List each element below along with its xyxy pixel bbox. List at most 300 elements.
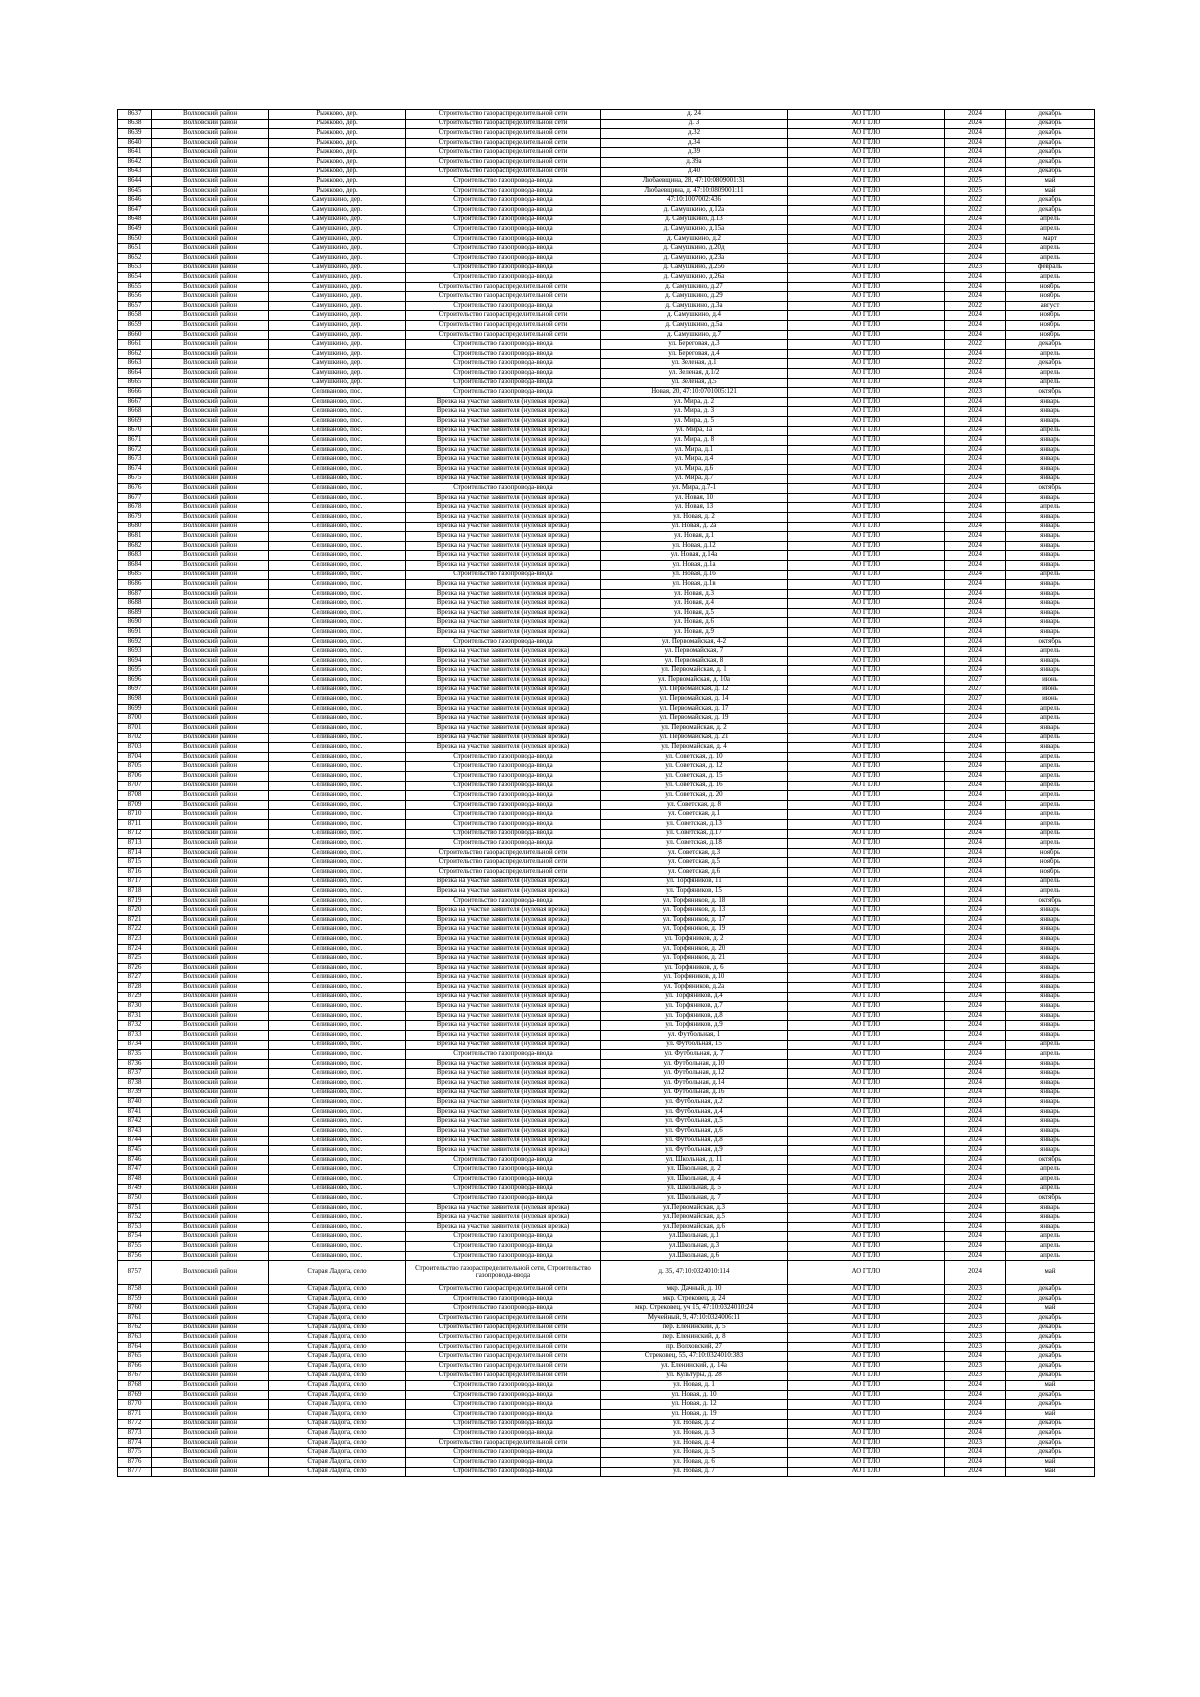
settlement-cell: Селиваново, пос. [269,551,406,561]
settlement-cell: Селиваново, пос. [269,1098,406,1108]
table-row [118,1184,1095,1194]
contractor-cell: АО ГТЛО [788,618,945,628]
month-cell: декабрь [1006,205,1095,215]
year-cell: 2024 [945,532,1006,542]
year-cell: 2024 [945,1448,1006,1458]
contractor-cell: АО ГТЛО [788,1088,945,1098]
address-cell: ул. Зеленая, д.5 [601,378,788,388]
row-number-cell: 8673 [118,455,152,465]
table-row [118,618,1095,628]
row-number-cell: 8679 [118,512,152,522]
work-type-cell: Строительство газопровода-ввода [406,1232,601,1242]
settlement-cell: Селиваново, пос. [269,944,406,954]
address-cell: ул. Мира, д.4 [601,455,788,465]
row-number-cell: 8667 [118,397,152,407]
contractor-cell: АО ГТЛО [788,397,945,407]
address-cell: ул. Советская, д. 10 [601,752,788,762]
contractor-cell: АО ГТЛО [788,551,945,561]
work-type-cell: Строительство газопровода-ввода [406,1304,601,1314]
table-row [118,349,1095,359]
address-cell: д.34 [601,138,788,148]
district-cell: Волховский район [152,848,269,858]
work-type-cell: Строительство газопровода-ввода [406,810,601,820]
contractor-cell: АО ГТЛО [788,1146,945,1156]
month-cell: январь [1006,1002,1095,1012]
work-type-cell: Строительство газопровода-ввода [406,1155,601,1165]
address-cell: ул. Советская, д.18 [601,839,788,849]
district-cell: Волховский район [152,215,269,225]
table-row [118,512,1095,522]
settlement-cell: Селиваново, пос. [269,1146,406,1156]
month-cell: январь [1006,580,1095,590]
month-cell: январь [1006,560,1095,570]
month-cell: декабрь [1006,138,1095,148]
year-cell: 2024 [945,771,1006,781]
table-row [118,656,1095,666]
month-cell: ноябрь [1006,858,1095,868]
table-row [118,637,1095,647]
year-cell: 2024 [945,839,1006,849]
address-cell: ул. Школьная, д. 7 [601,1194,788,1204]
table-row [118,1174,1095,1184]
table-row [118,1232,1095,1242]
work-type-cell: Строительство газопровода-ввода [406,369,601,379]
address-cell: ул. Советская, д. 16 [601,781,788,791]
year-cell: 2023 [945,234,1006,244]
table-row [118,1146,1095,1156]
work-type-cell: Строительство газопровода-ввода [406,1448,601,1458]
address-cell: ул. Береговая, д.4 [601,349,788,359]
settlement-cell: Селиваново, пос. [269,1242,406,1252]
row-number-cell: 8774 [118,1438,152,1448]
address-cell: ул. Советская, д.13 [601,819,788,829]
work-type-cell: Строительство газопровода-ввода [406,1294,601,1304]
table-row [118,493,1095,503]
work-type-cell: Строительство газораспределительной сети [406,1362,601,1372]
month-cell: июнь [1006,685,1095,695]
address-cell: ул. Торфяников, д.10 [601,973,788,983]
address-cell: мкр. Стрековец, д. 24 [601,1294,788,1304]
settlement-cell: Самушкино, дер. [269,282,406,292]
settlement-cell: Селиваново, пос. [269,867,406,877]
year-cell: 2024 [945,138,1006,148]
work-type-cell: Строительство газораспределительной сети [406,148,601,158]
row-number-cell: 8699 [118,704,152,714]
work-type-cell: Врезка на участке заявителя (нулевая врезка) [406,445,601,455]
year-cell: 2024 [945,1194,1006,1204]
table-row [118,1222,1095,1232]
row-number-cell: 8776 [118,1457,152,1467]
month-cell: январь [1006,925,1095,935]
address-cell: д. Самушкино, д.27 [601,282,788,292]
year-cell: 2024 [945,666,1006,676]
settlement-cell: Самушкино, дер. [269,273,406,283]
contractor-cell: АО ГТЛО [788,925,945,935]
district-cell: Волховский район [152,157,269,167]
address-cell: пр. Волховский, 27 [601,1342,788,1352]
work-type-cell: Строительство газопровода-ввода [406,1194,601,1204]
month-cell: ноябрь [1006,292,1095,302]
contractor-cell: АО ГТЛО [788,791,945,801]
settlement-cell: Селиваново, пос. [269,983,406,993]
month-cell: январь [1006,954,1095,964]
address-cell: д. Самушкино, д.26а [601,273,788,283]
table-row [118,752,1095,762]
work-type-cell: Врезка на участке заявителя (нулевая врезка) [406,733,601,743]
table-row [118,1409,1095,1419]
table-row [118,1400,1095,1410]
settlement-cell: Самушкино, дер. [269,234,406,244]
district-cell: Волховский район [152,1232,269,1242]
work-type-cell: Врезка на участке заявителя (нулевая врезка) [406,1021,601,1031]
settlement-cell: Старая Ладога, село [269,1294,406,1304]
work-type-cell: Врезка на участке заявителя (нулевая врезка) [406,1146,601,1156]
settlement-cell: Старая Ладога, село [269,1285,406,1295]
district-cell: Волховский район [152,464,269,474]
address-cell: ул. Мира, д. 8 [601,436,788,446]
work-type-cell: Строительство газораспределительной сети [406,110,601,120]
settlement-cell: Селиваново, пос. [269,1194,406,1204]
settlement-cell: Селиваново, пос. [269,512,406,522]
contractor-cell: АО ГТЛО [788,1194,945,1204]
work-type-cell: Врезка на участке заявителя (нулевая врезка) [406,656,601,666]
address-cell: д. Самушкино, д.20д [601,244,788,254]
settlement-cell: Рыжково, дер. [269,138,406,148]
settlement-cell: Рыжково, дер. [269,148,406,158]
settlement-cell: Селиваново, пос. [269,1002,406,1012]
work-type-cell: Врезка на участке заявителя (нулевая врезка) [406,983,601,993]
work-type-cell: Врезка на участке заявителя (нулевая врезка) [406,618,601,628]
address-cell: ул. Советская, д. 15 [601,771,788,781]
table-row [118,1098,1095,1108]
row-number-cell: 8768 [118,1381,152,1391]
district-cell: Волховский район [152,1155,269,1165]
address-cell: ул.Первомайская, д.3 [601,1203,788,1213]
contractor-cell: АО ГТЛО [788,743,945,753]
row-number-cell: 8760 [118,1304,152,1314]
district-cell: Волховский район [152,935,269,945]
work-type-cell: Строительство газопровода-ввода [406,359,601,369]
district-cell: Волховский район [152,925,269,935]
year-cell: 2024 [945,570,1006,580]
settlement-cell: Селиваново, пос. [269,608,406,618]
work-type-cell: Врезка на участке заявителя (нулевая врезка) [406,973,601,983]
settlement-cell: Самушкино, дер. [269,349,406,359]
contractor-cell: АО ГТЛО [788,1098,945,1108]
district-cell: Волховский район [152,1213,269,1223]
address-cell: д.39 [601,148,788,158]
address-cell: ул. Советская, д. 8 [601,800,788,810]
district-cell: Волховский район [152,234,269,244]
month-cell: апрель [1006,771,1095,781]
address-cell: ул. Новая, д.9 [601,628,788,638]
table-row [118,915,1095,925]
table-row [118,781,1095,791]
row-number-cell: 8685 [118,570,152,580]
contractor-cell: АО ГТЛО [788,1136,945,1146]
year-cell: 2023 [945,1285,1006,1295]
address-cell: ул. Футбольная, д.14 [601,1078,788,1088]
address-cell: ул. Мира, д.7 [601,474,788,484]
table-row [118,762,1095,772]
address-cell: ул. Новая, д.1а [601,560,788,570]
month-cell: апрель [1006,378,1095,388]
month-cell: декабрь [1006,1314,1095,1324]
month-cell: январь [1006,1059,1095,1069]
table-row [118,1069,1095,1079]
work-type-cell: Строительство газораспределительной сети [406,157,601,167]
district-cell: Волховский район [152,484,269,494]
district-cell: Волховский район [152,1107,269,1117]
table-row [118,110,1095,120]
year-cell: 2023 [945,1438,1006,1448]
year-cell: 2024 [945,1031,1006,1041]
work-type-cell: Врезка на участке заявителя (нулевая врезка) [406,915,601,925]
year-cell: 2024 [945,1059,1006,1069]
contractor-cell: АО ГТЛО [788,445,945,455]
settlement-cell: Самушкино, дер. [269,340,406,350]
contractor-cell: АО ГТЛО [788,263,945,273]
address-cell: ул.Школьная, д.6 [601,1251,788,1261]
contractor-cell: АО ГТЛО [788,282,945,292]
contractor-cell: АО ГТЛО [788,205,945,215]
month-cell: апрель [1006,1174,1095,1184]
district-cell: Волховский район [152,896,269,906]
contractor-cell: АО ГТЛО [788,810,945,820]
contractor-cell: АО ГТЛО [788,1107,945,1117]
contractor-cell: АО ГТЛО [788,1261,945,1285]
settlement-cell: Старая Ладога, село [269,1429,406,1439]
work-type-cell: Строительство газопровода-ввода [406,829,601,839]
table-row [118,1333,1095,1343]
table-row [118,570,1095,580]
address-cell: ул. Футбольная, д.10 [601,1059,788,1069]
district-cell: Волховский район [152,1011,269,1021]
table-row [118,1438,1095,1448]
contractor-cell: АО ГТЛО [788,1333,945,1343]
work-type-cell: Врезка на участке заявителя (нулевая врезка) [406,580,601,590]
month-cell: январь [1006,474,1095,484]
address-cell: ул. Торфяников, д. 6 [601,963,788,973]
row-number-cell: 8721 [118,915,152,925]
settlement-cell: Селиваново, пос. [269,493,406,503]
contractor-cell: АО ГТЛО [788,733,945,743]
address-cell: ул. Новая, д. 19 [601,1409,788,1419]
contractor-cell: АО ГТЛО [788,1126,945,1136]
table-row [118,896,1095,906]
year-cell: 2024 [945,464,1006,474]
table-row [118,560,1095,570]
row-number-cell: 8654 [118,273,152,283]
month-cell: май [1006,1381,1095,1391]
settlement-cell: Селиваново, пос. [269,915,406,925]
contractor-cell: АО ГТЛО [788,570,945,580]
month-cell: ноябрь [1006,867,1095,877]
contractor-cell: АО ГТЛО [788,455,945,465]
settlement-cell: Самушкино, дер. [269,244,406,254]
settlement-cell: Селиваново, пос. [269,896,406,906]
work-type-cell: Строительство газопровода-ввода [406,186,601,196]
row-number-cell: 8727 [118,973,152,983]
row-number-cell: 8648 [118,215,152,225]
table-row [118,1136,1095,1146]
row-number-cell: 8680 [118,522,152,532]
settlement-cell: Селиваново, пос. [269,695,406,705]
row-number-cell: 8670 [118,426,152,436]
table-row [118,205,1095,215]
address-cell: ул. Мира, д.1 [601,445,788,455]
district-cell: Волховский район [152,800,269,810]
row-number-cell: 8717 [118,877,152,887]
contractor-cell: АО ГТЛО [788,1174,945,1184]
month-cell: декабрь [1006,1362,1095,1372]
row-number-cell: 8759 [118,1294,152,1304]
district-cell: Волховский район [152,752,269,762]
year-cell: 2024 [945,580,1006,590]
year-cell: 2024 [945,119,1006,129]
address-cell: ул. Советская, д.1 [601,810,788,820]
contractor-cell: АО ГТЛО [788,560,945,570]
address-cell: мкр. Стрековец, уч 15, 47:10:0324010:24 [601,1304,788,1314]
row-number-cell: 8738 [118,1078,152,1088]
table-row [118,148,1095,158]
district-cell: Волховский район [152,1409,269,1419]
settlement-cell: Селиваново, пос. [269,474,406,484]
table-row [118,129,1095,139]
district-cell: Волховский район [152,887,269,897]
month-cell: октябрь [1006,484,1095,494]
settlement-cell: Старая Ладога, село [269,1438,406,1448]
work-type-cell: Строительство газопровода-ввода [406,177,601,187]
work-type-cell: Строительство газопровода-ввода [406,263,601,273]
year-cell: 2024 [945,282,1006,292]
year-cell: 2024 [945,148,1006,158]
contractor-cell: АО ГТЛО [788,196,945,206]
district-cell: Волховский район [152,685,269,695]
work-type-cell: Врезка на участке заявителя (нулевая врезка) [406,1011,601,1021]
settlement-cell: Селиваново, пос. [269,1232,406,1242]
year-cell: 2024 [945,743,1006,753]
row-number-cell: 8641 [118,148,152,158]
work-type-cell: Строительство газораспределительной сети, Строительство газопровода-ввода [406,1261,601,1285]
settlement-cell: Селиваново, пос. [269,791,406,801]
table-row [118,1381,1095,1391]
address-cell: ул. Футбольная, д.8 [601,1136,788,1146]
district-cell: Волховский район [152,522,269,532]
work-type-cell: Врезка на участке заявителя (нулевая врезка) [406,676,601,686]
contractor-cell: АО ГТЛО [788,503,945,513]
settlement-cell: Старая Ладога, село [269,1352,406,1362]
row-number-cell: 8736 [118,1059,152,1069]
table-row [118,253,1095,263]
settlement-cell: Старая Ладога, село [269,1419,406,1429]
settlement-cell: Рыжково, дер. [269,157,406,167]
district-cell: Волховский район [152,263,269,273]
month-cell: апрель [1006,829,1095,839]
address-cell: ул. Футбольная, д.12 [601,1069,788,1079]
year-cell: 2024 [945,1078,1006,1088]
contractor-cell: АО ГТЛО [788,1011,945,1021]
work-type-cell: Врезка на участке заявителя (нулевая врезка) [406,935,601,945]
year-cell: 2024 [945,493,1006,503]
month-cell: апрель [1006,1040,1095,1050]
settlement-cell: Самушкино, дер. [269,225,406,235]
contractor-cell: АО ГТЛО [788,138,945,148]
district-cell: Волховский район [152,963,269,973]
settlement-cell: Самушкино, дер. [269,253,406,263]
address-cell: ул. Торфяников, д.4 [601,992,788,1002]
month-cell: январь [1006,1021,1095,1031]
work-type-cell: Врезка на участке заявителя (нулевая врезка) [406,397,601,407]
year-cell: 2024 [945,944,1006,954]
year-cell: 2024 [945,935,1006,945]
district-cell: Волховский район [152,196,269,206]
month-cell: январь [1006,1011,1095,1021]
contractor-cell: АО ГТЛО [788,1314,945,1324]
district-cell: Волховский район [152,1261,269,1285]
district-cell: Волховский район [152,177,269,187]
address-cell: ул. Первомайская, д. 17 [601,704,788,714]
year-cell: 2024 [945,1126,1006,1136]
table-row [118,608,1095,618]
work-type-cell: Строительство газораспределительной сети [406,321,601,331]
settlement-cell: Селиваново, пос. [269,963,406,973]
table-row [118,1304,1095,1314]
address-cell: ул. Зеленая, д.1 [601,359,788,369]
contractor-cell: АО ГТЛО [788,1021,945,1031]
year-cell: 2024 [945,292,1006,302]
row-number-cell: 8693 [118,647,152,657]
year-cell: 2024 [945,714,1006,724]
address-cell: ул. Торфяников, 11 [601,877,788,887]
district-cell: Волховский район [152,656,269,666]
table-row [118,1021,1095,1031]
table-row [118,1011,1095,1021]
district-cell: Волховский район [152,810,269,820]
district-cell: Волховский район [152,867,269,877]
work-type-cell: Врезка на участке заявителя (нулевая врезка) [406,887,601,897]
settlement-cell: Самушкино, дер. [269,301,406,311]
district-cell: Волховский район [152,1304,269,1314]
table-row [118,1117,1095,1127]
row-number-cell: 8708 [118,791,152,801]
year-cell: 2024 [945,369,1006,379]
contractor-cell: АО ГТЛО [788,1203,945,1213]
table-row [118,225,1095,235]
row-number-cell: 8660 [118,330,152,340]
contractor-cell: АО ГТЛО [788,1251,945,1261]
month-cell: декабрь [1006,148,1095,158]
district-cell: Волховский район [152,1362,269,1372]
district-cell: Волховский район [152,244,269,254]
year-cell: 2024 [945,1457,1006,1467]
address-cell: ул. Новая, д.14а [601,551,788,561]
table-row [118,378,1095,388]
settlement-cell: Селиваново, пос. [269,1213,406,1223]
work-type-cell: Строительство газораспределительной сети [406,858,601,868]
district-cell: Волховский район [152,771,269,781]
month-cell: декабрь [1006,1400,1095,1410]
address-cell: д. Самушкино, д.5а [601,321,788,331]
month-cell: январь [1006,1107,1095,1117]
row-number-cell: 8671 [118,436,152,446]
district-cell: Волховский район [152,455,269,465]
address-cell: ул. Футбольная, 1 [601,1031,788,1041]
settlement-cell: Селиваново, пос. [269,848,406,858]
address-cell: ул. Футбольная, д.6 [601,1126,788,1136]
month-cell: январь [1006,656,1095,666]
contractor-cell: АО ГТЛО [788,215,945,225]
